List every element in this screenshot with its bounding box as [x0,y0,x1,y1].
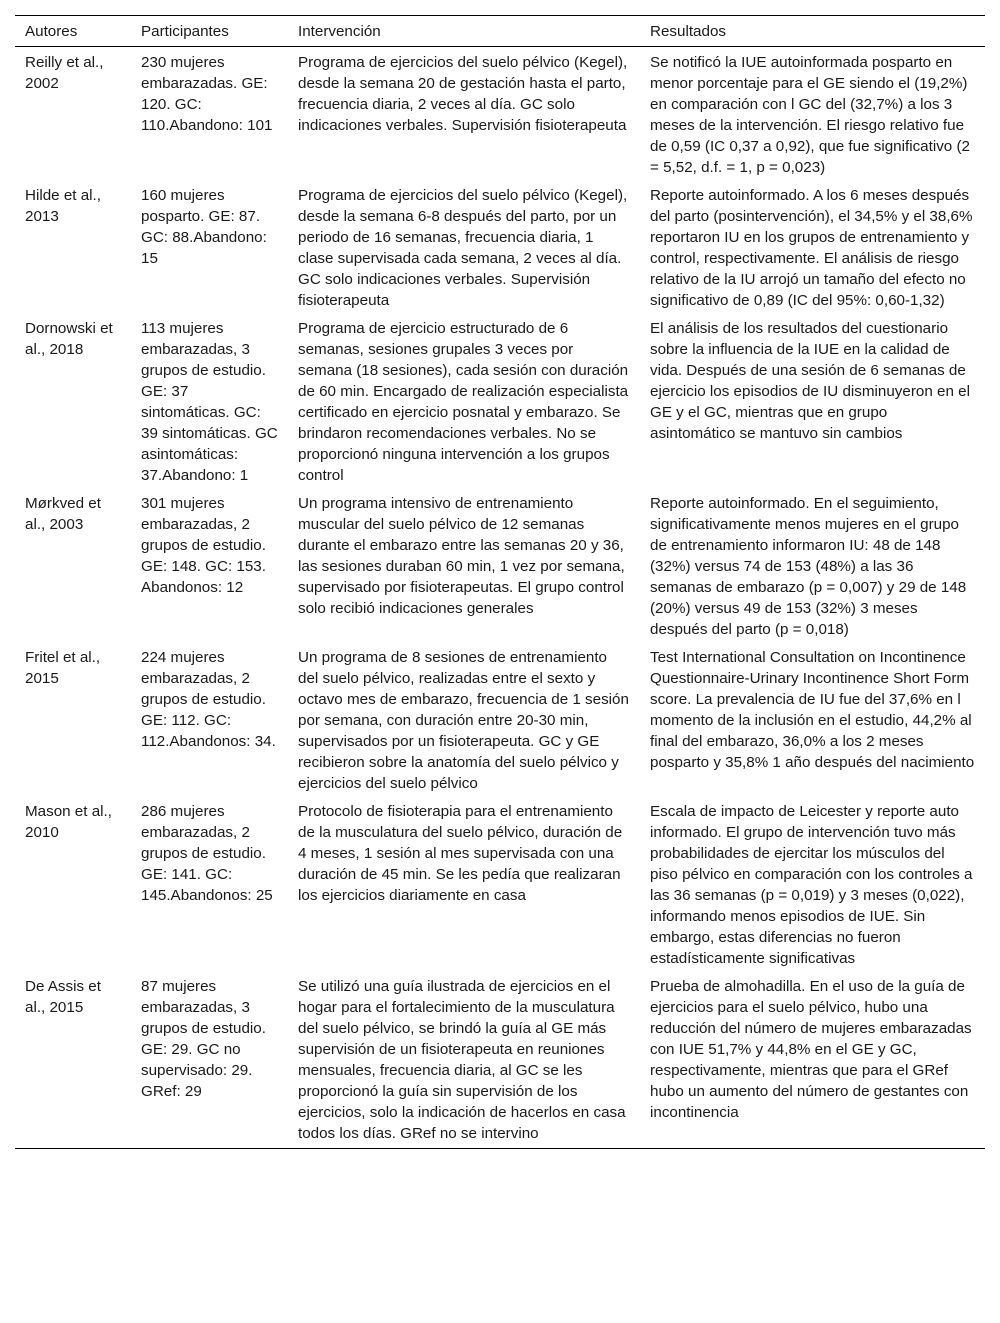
cell-resultados: Se notificó la IUE autoinformada posparto en menor porcentaje para el GE siendo el (19,2%) en comparación con l GC del (32,7%) a los 3 meses de la intervención. El riesgo relativo fue de 0,59 (IC 0,37 a 0,92), que fue significativo (2 = 5,52, d.f. = 1, p = 0,023) [650,54,970,176]
cell-autores: Fritel et al., 2015 [25,649,101,687]
cell-intervencion: Protocolo de fisioterapia para el entrenamiento de la musculatura del suelo pélvico, duración de 4 meses, 1 sesión al mes supervisada con una duración de 45 min. Se les pedía que realizaran los ejercicios diariamente en casa [298,803,623,904]
table-body [15,47,985,1149]
cell-autores: Reilly et al., 2002 [25,54,104,92]
table-header [15,16,985,47]
cell-intervencion: Programa de ejercicios del suelo pélvico (Kegel), desde la semana 20 de gestación hasta el parto, frecuencia diaria, 2 veces al día. GC solo indicaciones verbales. Supervisión fisioterapeuta [298,54,628,134]
cell-participantes: 230 mujeres embarazadas. GE: 120. GC: 110.Abandono: 101 [141,54,273,134]
table-row [15,313,985,488]
table-row [15,796,985,971]
table-row [15,971,985,1149]
header-intervencion: Intervención [288,16,640,47]
cell-intervencion: Un programa intensivo de entrenamiento muscular del suelo pélvico de 12 semanas durante el embarazo entre las semanas 20 y 36, las sesiones duraban 60 min, 1 vez por semana, supervisado por fisioterapeutas. El grupo control solo recibió indicaciones generales [298,495,625,617]
cell-autores: Mason et al., 2010 [25,803,112,841]
cell-participantes: 160 mujeres posparto. GE: 87. GC: 88.Abandono: 15 [141,187,267,267]
cell-intervencion: Se utilizó una guía ilustrada de ejercicios en el hogar para el fortalecimiento de la musculatura del suelo pélvico, se brindó la guía al GE más supervisión de un fisioterapeuta en reuniones mensuales, frecuencia diaria, al GC se les proporcionó la guía sin supervisión de los ejercicios, solo la indicación de hacerlos en casa todos los días. GRef no se intervino [288,971,640,1149]
cell-autores: Dornowski et al., 2018 [25,320,113,358]
table-row [15,47,985,181]
studies-table [15,15,985,1149]
cell-autores: De Assis et al., 2015 [15,971,131,1149]
header-autores: Autores [15,16,131,47]
cell-autores: Mørkved et al., 2003 [25,495,101,533]
table-row [15,488,985,642]
cell-resultados: Prueba de almohadilla. En el uso de la guía de ejercicios para el suelo pélvico, hubo una reducción del número de mujeres embarazadas con IUE 51,7% y 44,8% en el GE y GC, respectivamente, mientras que para el GRef hubo un aumento del número de gestantes con incontinencia [640,971,985,1149]
cell-participantes: 224 mujeres embarazadas, 2 grupos de estudio. GE: 112. GC: 112.Abandonos: 34. [141,649,276,750]
cell-resultados: Reporte autoinformado. A los 6 meses después del parto (posintervención), el 34,5% y el 38,6% reportaron IU en los grupos de entrenamiento y control, respectivamente. El análisis de riesgo relativo de la IU arrojó un tamaño del efecto no significativo de 0,89 (IC del 95%: 0,60-1,32) [650,187,973,309]
cell-resultados: Test International Consultation on Incontinence Questionnaire-Urinary Incontinence Short Form score. La prevalencia de IU fue del 37,6% en l momento de la inclusión en el estudio, 44,2% al final del embarazo, 36,0% a los 2 meses posparto y 35,8% 1 año después del nacimiento [650,649,975,771]
cell-participantes: 87 mujeres embarazadas, 3 grupos de estudio. GE: 29. GC no supervisado: 29. GRef: 29 [131,971,288,1149]
header-resultados: Resultados [640,16,985,47]
cell-resultados: Escala de impacto de Leicester y reporte auto informado. El grupo de intervención tuvo más probabilidades de ejercitar los músculos del piso pélvico en comparación con los controles a las 36 semanas (p = 0,019) y 3 meses (0,022), informando menos episodios de IUE. Sin embargo, estas diferencias no fueron estadísticamente significativas [650,803,973,967]
cell-intervencion: Programa de ejercicios del suelo pélvico (Kegel), desde la semana 6-8 después del parto, por un periodo de 16 semanas, frecuencia diaria, 1 clase supervisada cada semana, 2 veces al día. GC solo indicaciones verbales. Supervisión fisioterapeuta [298,187,628,309]
table-row [15,180,985,313]
cell-autores: Hilde et al., 2013 [25,187,101,225]
cell-participantes: 113 mujeres embarazadas, 3 grupos de estudio. GE: 37 sintomáticas. GC: 39 sintomáticas. GC asintomáticas: 37.Abandono: 1 [141,320,278,484]
cell-resultados: El análisis de los resultados del cuestionario sobre la influencia de la IUE en la calidad de vida. Después de una sesión de 6 semanas de ejercicio los episodios de IU disminuyeron en el GE y el GC, mientras que en grupo asintomático se mantuvo sin cambios [650,320,970,442]
cell-intervencion: Programa de ejercicio estructurado de 6 semanas, sesiones grupales 3 veces por semana (18 sesiones), cada sesión con duración de 60 min. Encargado de realización especialista certificado en ejercicio posnatal y embarazo. Se brindaron recomendaciones verbales. No se proporcionó ninguna intervención a los grupos control [298,320,629,484]
header-row [15,16,985,47]
cell-intervencion: Un programa de 8 sesiones de entrenamiento del suelo pélvico, realizadas entre el sexto y octavo mes de embarazo, frecuencia de 1 sesión por semana, con duración entre 20-30 min, supervisados por un fisioterapeuta. GC y GE recibieron sobre la anatomía del suelo pélvico y ejercicios del suelo pélvico [298,649,629,792]
cell-participantes: 286 mujeres embarazadas, 2 grupos de estudio. GE: 141. GC: 145.Abandonos: 25 [141,803,273,904]
cell-resultados: Reporte autoinformado. En el seguimiento, significativamente menos mujeres en el grupo de entrenamiento informaron IU: 48 de 148 (32%) versus 74 de 153 (48%) a las 36 semanas de embarazo (p = 0,007) y 29 de 148 (20%) versus 49 de 153 (32%) 3 meses después del parto (p = 0,018) [650,495,967,638]
cell-participantes: 301 mujeres embarazadas, 2 grupos de estudio. GE: 148. GC: 153. Abandonos: 12 [141,495,266,596]
table-row [15,642,985,796]
header-participantes: Participantes [131,16,288,47]
